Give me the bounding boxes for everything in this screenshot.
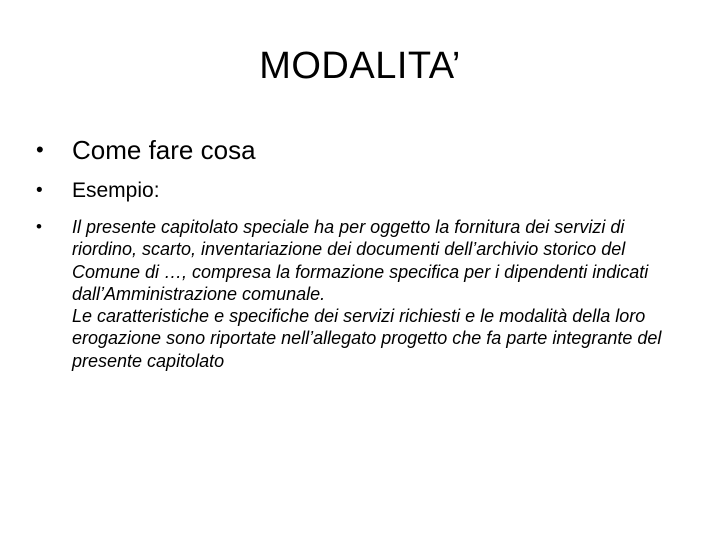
example-paragraph-1: Il presente capitolato speciale ha per oggetto la fornitura dei servizi di riordino, scarto, inventariazione dei documenti dell’archivio storico del Comune di …, compresa la formazione specifica per i dipendenti indicati dall’Amministrazione comunale. xyxy=(72,217,649,304)
bullet-marker: • xyxy=(36,180,43,201)
slide-title: MODALITA’ xyxy=(259,45,461,87)
bullet-list xyxy=(36,132,686,372)
bullet-marker: • xyxy=(36,217,42,236)
bullet-item xyxy=(36,176,686,206)
example-paragraph-2: Le caratteristiche e specifiche dei servizi richiesti e le modalità della loro erogazione sono riportate nell’allegato progetto che fa parte integrante del presente capitolato xyxy=(72,306,662,371)
bullet-text: Come fare cosa xyxy=(72,135,256,165)
bullet-item xyxy=(36,132,686,168)
bullet-text: Esempio: xyxy=(72,179,160,202)
bullet-marker: • xyxy=(36,137,44,162)
bullet-item xyxy=(36,216,686,372)
